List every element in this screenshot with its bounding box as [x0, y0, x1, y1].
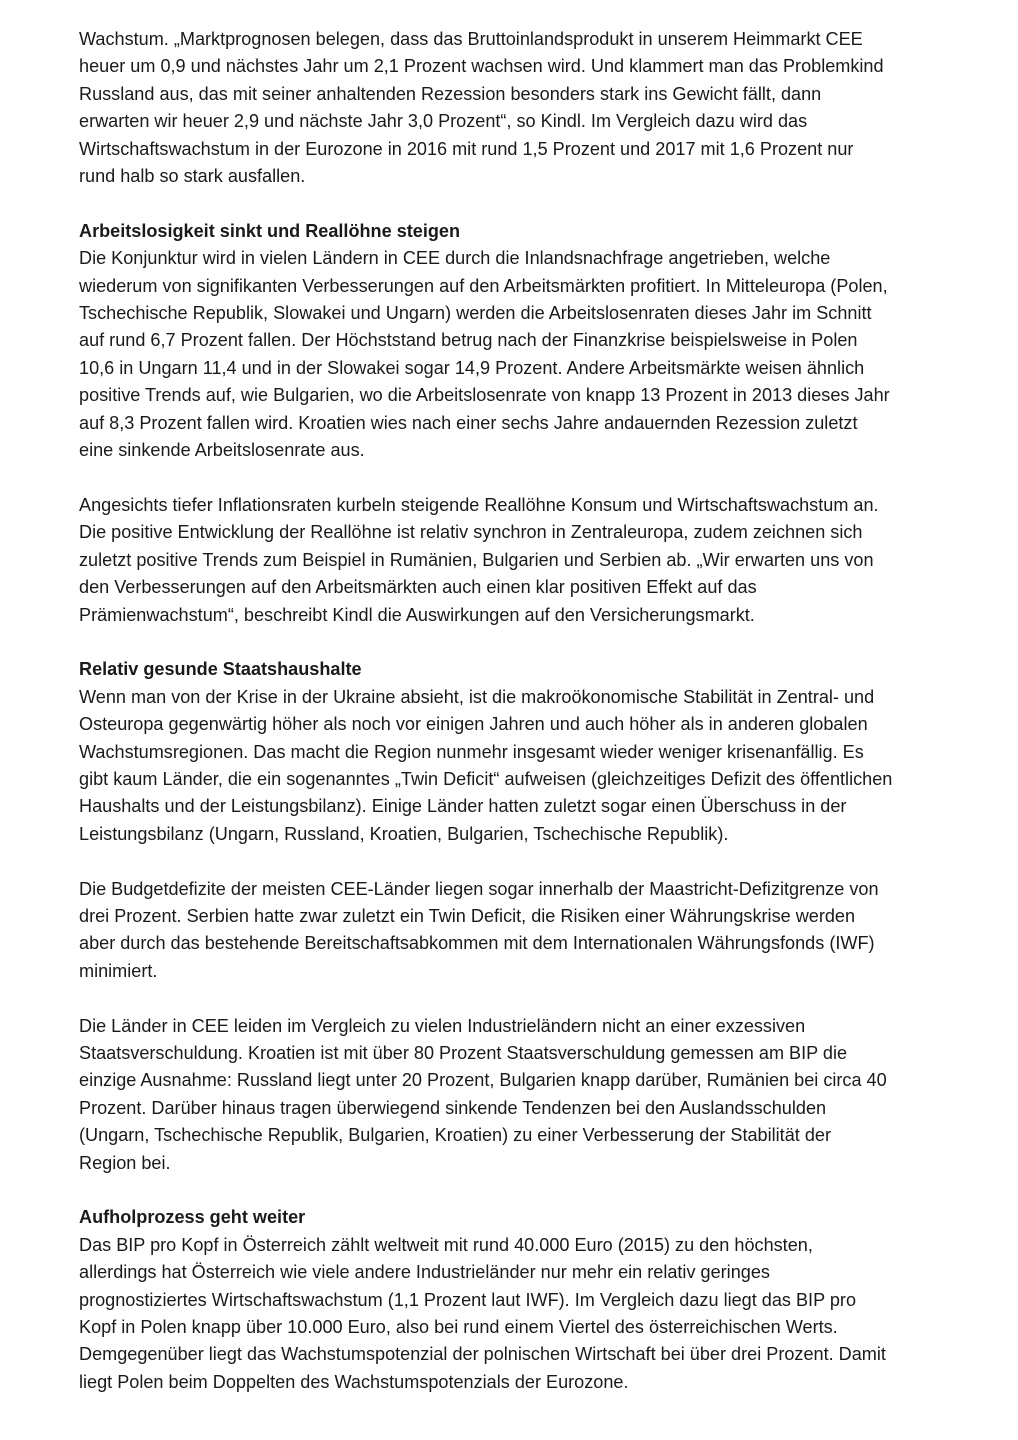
- section-unemployment: [79, 218, 949, 465]
- text-line: Haushalts und der Leistungsbilanz). Einige Länder hatten zuletzt sogar einen Überschuss in der: [79, 796, 847, 817]
- paragraph-real-wages: [79, 492, 949, 629]
- text-line: aber durch das bestehende Bereitschaftsabkommen mit dem Internationalen Währungsfonds (IWF): [79, 933, 875, 954]
- text-line: 10,6 in Ungarn 11,4 und in der Slowakei sogar 14,9 Prozent. Andere Arbeitsmärkte weisen ähnlich: [79, 357, 865, 378]
- paragraph-state-debt: [79, 1013, 949, 1177]
- text-line: Wirtschaftswachstum in der Eurozone in 2016 mit rund 1,5 Prozent und 2017 mit 1,6 Prozent nur: [79, 138, 854, 159]
- section-heading: Arbeitslosigkeit sinkt und Reallöhne steigen: [79, 220, 461, 241]
- text-line: Region bei.: [79, 1152, 171, 1173]
- text-line: einzige Ausnahme: Russland liegt unter 20 Prozent, Bulgarien knapp darüber, Rumänien bei circa 40: [79, 1070, 887, 1091]
- text-line: Die Länder in CEE leiden im Vergleich zu vielen Industrieländern nicht an einer exzessiven: [79, 1015, 806, 1036]
- text-line: erwarten wir heuer 2,9 und nächste Jahr 3,0 Prozent“, so Kindl. Im Vergleich dazu wird das: [79, 111, 808, 132]
- paragraph-spacer: [79, 985, 949, 1012]
- text-line: Kopf in Polen knapp über 10.000 Euro, also bei rund einem Viertel des österreichischen Werts.: [79, 1317, 838, 1337]
- paragraph-spacer: [79, 1177, 949, 1204]
- text-line: Die Budgetdefizite der meisten CEE-Länder liegen sogar innerhalb der Maastricht-Defizitgrenze von: [79, 878, 879, 899]
- section-state-budgets: [79, 656, 949, 848]
- text-line: Wachstum. „Marktprognosen belegen, dass das Bruttoinlandsprodukt in unserem Heimmarkt CEE: [79, 29, 863, 49]
- text-line: (Ungarn, Tschechische Republik, Bulgarien, Kroatien) zu einer Verbesserung der Stabilität der: [79, 1125, 831, 1146]
- paragraph-budget-deficits: [79, 876, 949, 986]
- text-line: Leistungsbilanz (Ungarn, Russland, Kroatien, Bulgarien, Tschechische Republik).: [79, 823, 729, 844]
- text-line: drei Prozent. Serbien hatte zwar zuletzt ein Twin Deficit, die Risiken einer Währungskrise werden: [79, 905, 856, 926]
- text-line: Die Konjunktur wird in vielen Ländern in CEE durch die Inlandsnachfrage angetrieben, welche: [79, 248, 831, 269]
- text-line: liegt Polen beim Doppelten des Wachstumspotenzials der Eurozone.: [79, 1371, 629, 1392]
- text-line: Das BIP pro Kopf in Österreich zählt weltweit mit rund 40.000 Euro (2015) zu den höchsten,: [79, 1234, 813, 1255]
- paragraph-spacer: [79, 190, 949, 217]
- text-line: auf 8,3 Prozent fallen wird. Kroatien wies nach einer sechs Jahre andauernden Rezession zuletzt: [79, 412, 858, 433]
- text-line: heuer um 0,9 und nächstes Jahr um 2,1 Prozent wachsen wird. Und klammert man das Problemkind: [79, 56, 884, 77]
- text-line: zuletzt positive Trends zum Beispiel in Rumänien, Bulgarien und Serbien ab. „Wir erwarten uns von: [79, 549, 874, 570]
- text-line: prognostiziertes Wirtschaftswachstum (1,1 Prozent laut IWF). Im Vergleich dazu liegt das BIP pro: [79, 1289, 857, 1310]
- text-line: Tschechische Republik, Slowakei und Ungarn) werden die Arbeitslosenraten dieses Jahr im Schnitt: [79, 303, 872, 324]
- text-line: allerdings hat Österreich wie viele andere Industrieländer nur mehr ein relativ geringes: [79, 1262, 770, 1283]
- text-line: gibt kaum Länder, die ein sogenanntes „Twin Deficit“ aufweisen (gleichzeitiges Defizit des öffentlichen: [79, 768, 893, 789]
- text-line: Prozent. Darüber hinaus tragen überwiegend sinkende Tendenzen bei den Auslandsschulden: [79, 1097, 827, 1118]
- text-line: Osteuropa gegenwärtig höher als noch vor einigen Jahren und auch höher als in anderen globalen: [79, 714, 868, 735]
- text-line: wiederum von signifikanten Verbesserungen auf den Arbeitsmärkten profitiert. In Mitteleuropa (Polen,: [79, 275, 888, 296]
- text-line: Staatsverschuldung. Kroatien ist mit über 80 Prozent Staatsverschuldung gemessen am BIP die: [79, 1042, 848, 1063]
- text-line: rund halb so stark ausfallen.: [79, 166, 306, 187]
- text-line: minimiert.: [79, 960, 158, 981]
- text-line: den Verbesserungen auf den Arbeitsmärkten auch einen klar positiven Effekt auf das: [79, 577, 757, 598]
- document-page: [79, 26, 949, 1396]
- text-line: eine sinkende Arbeitslosenrate aus.: [79, 440, 365, 461]
- text-line: Wachstumsregionen. Das macht die Region nunmehr insgesamt wieder weniger krisenanfällig. Es: [79, 741, 864, 762]
- section-heading: Aufholprozess geht weiter: [79, 1207, 306, 1228]
- text-line: positive Trends auf, wie Bulgarien, wo die Arbeitslosenrate von knapp 13 Prozent in 2013 dieses Jahr: [79, 385, 890, 406]
- text-line: Die positive Entwicklung der Reallöhne ist relativ synchron in Zentraleuropa, zudem zeichnen sich: [79, 522, 863, 543]
- paragraph-growth-forecast: [79, 26, 949, 190]
- text-line: Angesichts tiefer Inflationsraten kurbeln steigende Reallöhne Konsum und Wirtschaftswachstum an.: [79, 494, 879, 515]
- section-heading: Relativ gesunde Staatshaushalte: [79, 659, 362, 680]
- text-line: Prämienwachstum“, beschreibt Kindl die Auswirkungen auf den Versicherungsmarkt.: [79, 604, 755, 625]
- paragraph-spacer: [79, 848, 949, 875]
- paragraph-spacer: [79, 464, 949, 491]
- paragraph-spacer: [79, 629, 949, 656]
- text-line: Russland aus, das mit seiner anhaltenden Rezession besonders stark ins Gewicht fällt, dann: [79, 83, 822, 104]
- text-line: Demgegenüber liegt das Wachstumspotenzial der polnischen Wirtschaft bei über drei Prozent. Damit: [79, 1344, 886, 1365]
- text-line: auf rund 6,7 Prozent fallen. Der Höchststand betrug nach der Finanzkrise beispielsweise in Polen: [79, 330, 858, 351]
- section-catch-up: [79, 1204, 949, 1396]
- text-line: Wenn man von der Krise in der Ukraine absieht, ist die makroökonomische Stabilität in Zentral- und: [79, 686, 875, 707]
